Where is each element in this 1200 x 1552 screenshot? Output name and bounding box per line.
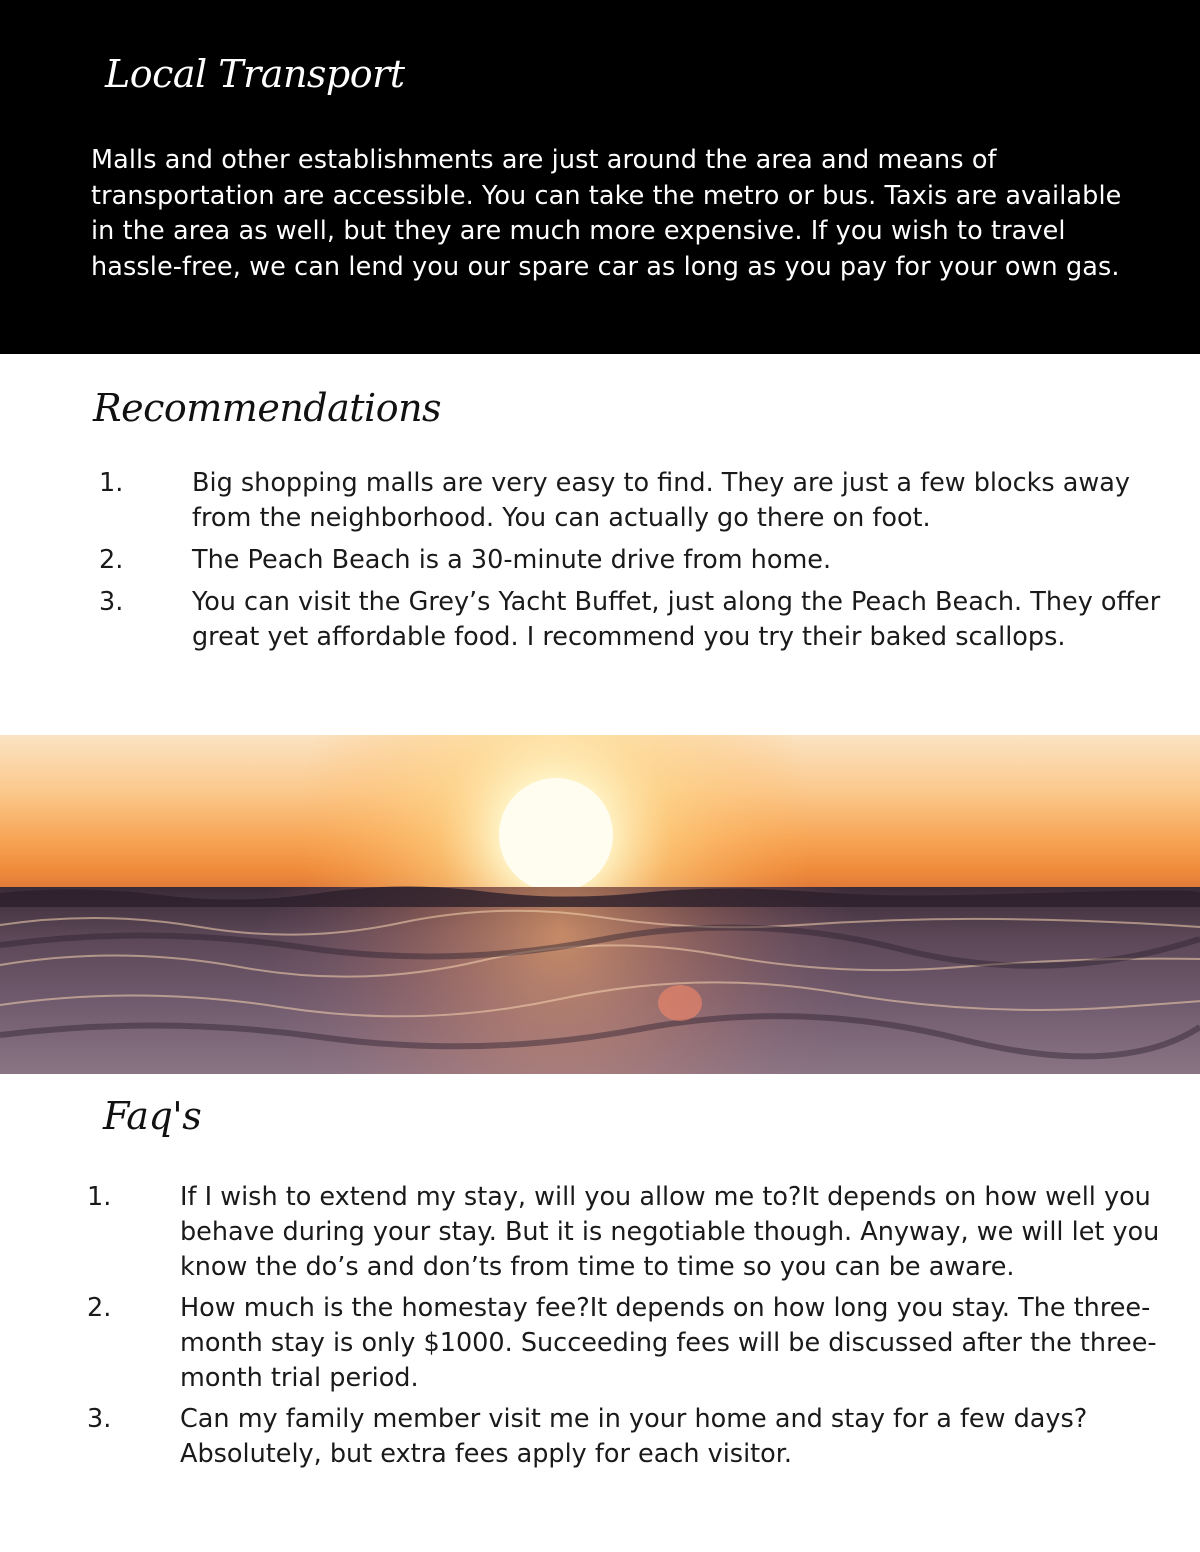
sunset-ocean-photo: [0, 735, 1200, 1074]
list-item-text: Can my family member visit me in your home and stay for a few days?Absolutely, but extra fees apply for each visitor.: [180, 1404, 1088, 1469]
list-item-text: The Peach Beach is a 30-minute drive from home.: [192, 545, 832, 575]
recommendations-list: [99, 466, 1179, 662]
list-item-text: You can visit the Grey’s Yacht Buffet, just along the Peach Beach. They offer great yet affordable food. I recommend you try their baked scallops.: [192, 587, 1161, 652]
list-number: 3.: [99, 587, 124, 617]
list-item: [99, 466, 1179, 536]
list-number: 1.: [87, 1182, 112, 1212]
list-item: [87, 1180, 1177, 1285]
recommendations-heading: Recommendations: [93, 386, 442, 430]
list-item-text: How much is the homestay fee?It depends on how long you stay. The three-month stay is only $1000. Succeeding fees will be discussed after the three-month trial period.: [180, 1293, 1157, 1393]
local-transport-section: [0, 0, 1200, 354]
list-item: [87, 1402, 1177, 1472]
list-item-text: If I wish to extend my stay, will you allow me to?It depends on how well you behave during your stay. But it is negotiable though. Anyway, we will let you know the do’s and don’ts from time to time so you can be aware.: [180, 1182, 1160, 1282]
list-item: [99, 543, 1179, 578]
faqs-list: [87, 1180, 1177, 1478]
list-item: [87, 1291, 1177, 1396]
list-number: 2.: [87, 1293, 112, 1323]
list-item: [99, 585, 1179, 655]
list-item-text: Big shopping malls are very easy to find. They are just a few blocks away from the neighborhood. You can actually go there on foot.: [192, 468, 1130, 533]
local-transport-paragraph: Malls and other establishments are just around the area and means of transportation are accessible. You can take the metro or bus. Taxis are available in the area as well, but they are much more expensive. If you wish to travel hassle-free, we can lend you our spare car as long as you pay for your own gas.: [91, 145, 1122, 282]
local-transport-heading: Local Transport: [105, 52, 405, 96]
list-number: 2.: [99, 545, 124, 575]
list-number: 1.: [99, 468, 124, 498]
faqs-heading: Faq's: [103, 1094, 202, 1138]
list-number: 3.: [87, 1404, 112, 1434]
